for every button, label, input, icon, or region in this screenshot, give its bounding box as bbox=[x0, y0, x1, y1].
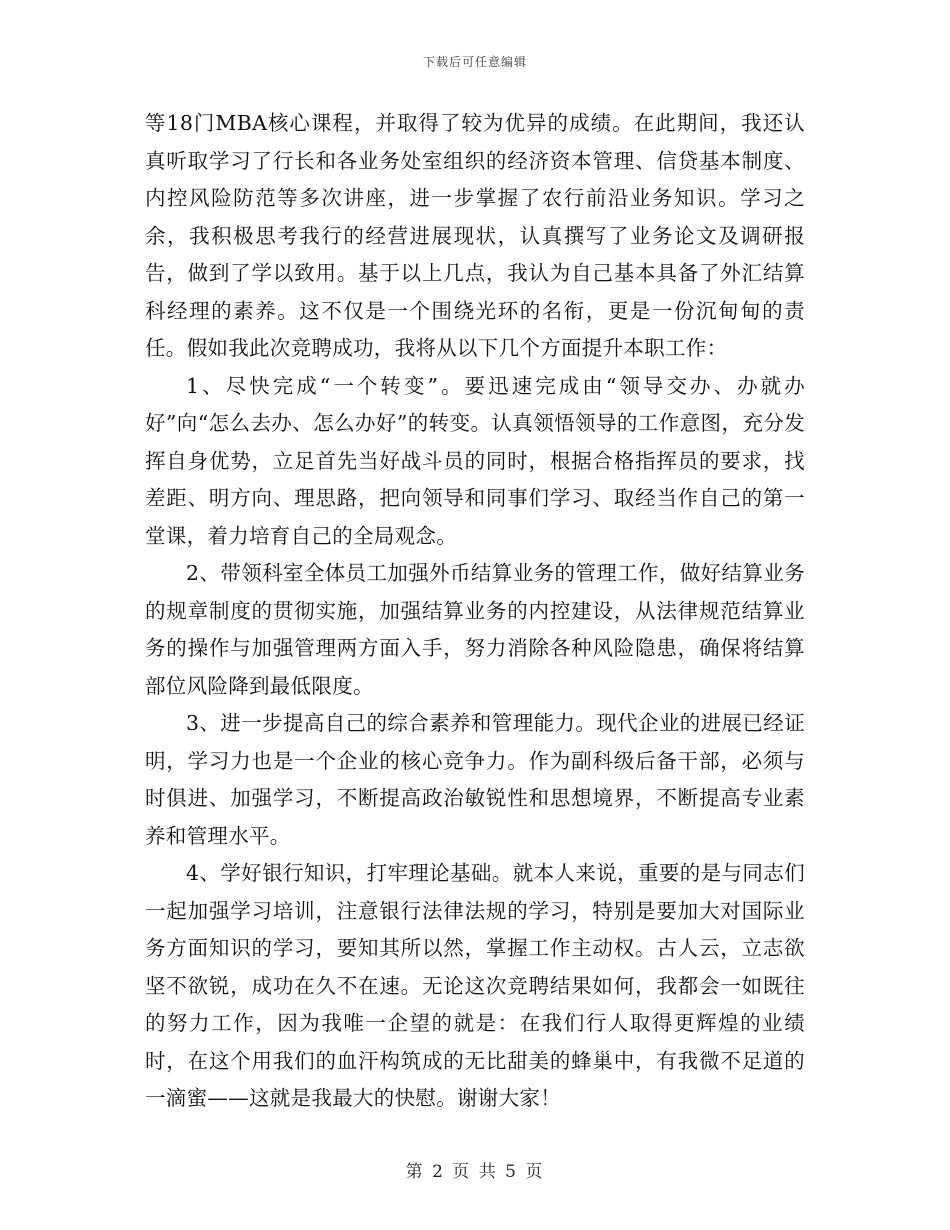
header-note: 下载后可任意编辑 bbox=[422, 55, 527, 69]
paragraph-1: 等18门MBA核心课程，并取得了较为优异的成绩。在此期间，我还认真听取学习了行长和各业务处室组织的经济资本管理、信贷基本制度、内控风险防范等多次讲座，进一步掌握了农行前沿业务知识。学习之余，我积极思考我行的经营进展现状，认真撰写了业务论文及调研报告，做到了学以致用。基于以上几点，我认为自己基本具备了外汇结算科经理的素养。这不仅是一个围绕光环的名衔，更是一份沉甸甸的责任。假如我此次竞聘成功，我将从以下几个方面提升本职工作： bbox=[145, 111, 805, 360]
paragraph-4: 3、进一步提高自己的综合素养和管理能力。现代企业的进展已经证明，学习力也是一个企业的核心竞争力。作为副科级后备干部，必须与时俱进、加强学习，不断提高政治敏锐性和思想境界，不断提高专业素养和管理水平。 bbox=[145, 711, 805, 848]
paragraph-3: 2、带领科室全体员工加强外币结算业务的管理工作，做好结算业务的规章制度的贯彻实施，加强结算业务的内控建设，从法律规范结算业务的操作与加强管理两方面入手，努力消除各种风险隐患，确保将结算部位风险降到最低限度。 bbox=[145, 561, 805, 698]
page-number-footer: 第 2 页 共 5 页 bbox=[405, 1162, 545, 1182]
paragraph-5: 4、学好银行知识，打牢理论基础。就本人来说，重要的是与同志们一起加强学习培训，注意银行法律法规的学习，特别是要加大对国际业务方面知识的学习，要知其所以然，掌握工作主动权。古人云，立志欲坚不欲锐，成功在久不在速。无论这次竞聘结果如何，我都会一如既往的努力工作，因为我唯一企望的就是：在我们行人取得更辉煌的业绩时，在这个用我们的血汗构筑成的无比甜美的蜂巢中，有我微不足道的一滴蜜——这就是我最大的快慰。谢谢大家！ bbox=[145, 861, 805, 1110]
paragraph-2: 1、尽快完成“一个转变”。要迅速完成由“领导交办、办就办好”向“怎么去办、怎么办好”的转变。认真领悟领导的工作意图，充分发挥自身优势，立足首先当好战斗员的同时，根据合格指挥员的要求，找差距、明方向、理思路，把向领导和同事们学习、取经当作自己的第一堂课，着力培育自己的全局观念。 bbox=[145, 373, 805, 548]
document-body bbox=[145, 105, 805, 1118]
